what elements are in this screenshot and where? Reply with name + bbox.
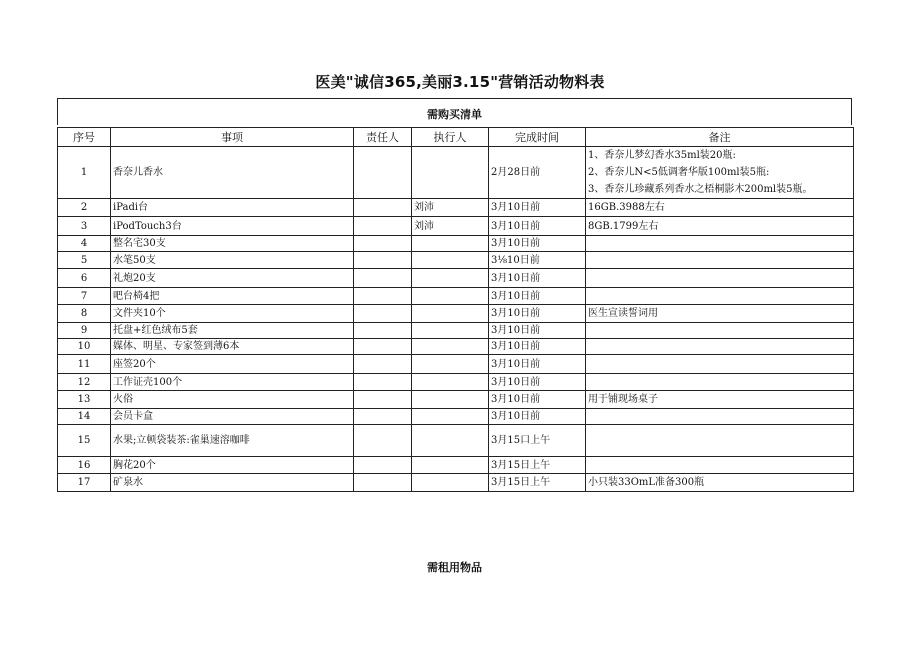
- notes-line: 2、香奈儿N<5低调奢华版100ml装5瓶:: [588, 167, 770, 178]
- row-item-cell: 会员卡盒: [111, 409, 354, 425]
- row-notes-cell: [586, 147, 854, 199]
- row-time-cell: 3月10日前: [489, 305, 586, 323]
- row-owner-cell: [354, 236, 412, 252]
- row-time-cell: 3⅛10日前: [489, 252, 586, 269]
- row-notes-cell: [586, 288, 854, 305]
- table-row: [58, 288, 854, 305]
- row-notes-cell: [586, 323, 854, 339]
- row-item-cell: iPodTouch3台: [111, 217, 354, 236]
- table-row: [58, 391, 854, 409]
- row-executor-cell: [412, 252, 489, 269]
- row-owner-cell: [354, 374, 412, 391]
- table-row: [58, 323, 854, 339]
- row-item-cell: 礼炮20支: [111, 269, 354, 288]
- row-owner-cell: [354, 474, 412, 492]
- table-header-row: [58, 128, 854, 147]
- row-item-cell: 香奈儿香水: [111, 147, 354, 199]
- table-row: [58, 217, 854, 236]
- row-time-cell: 3月10日前: [489, 409, 586, 425]
- table-row: [58, 305, 854, 323]
- row-no-cell: 10: [58, 339, 111, 355]
- row-owner-cell: [354, 252, 412, 269]
- header-notes: 备注: [586, 128, 854, 147]
- row-no-cell: 4: [58, 236, 111, 252]
- row-owner-cell: [354, 147, 412, 199]
- row-item-cell: 媒体、明星、专家签到薄6本: [111, 339, 354, 355]
- table-row: [58, 425, 854, 457]
- row-item-cell: 托盘+红色绒布5套: [111, 323, 354, 339]
- row-owner-cell: [354, 425, 412, 457]
- row-time-cell: 3月10日前: [489, 288, 586, 305]
- row-executor-cell: [412, 269, 489, 288]
- row-executor-cell: [412, 457, 489, 474]
- table-row: [58, 339, 854, 355]
- row-executor-cell: 刘沛: [412, 217, 489, 236]
- row-executor-cell: [412, 374, 489, 391]
- notes-line: 3、香奈儿珍藏系列香水之梧桐影木200ml装5瓶。: [588, 184, 813, 195]
- table-row: [58, 355, 854, 374]
- row-owner-cell: [354, 339, 412, 355]
- table-row: [58, 252, 854, 269]
- row-time-cell: 3月15日上午: [489, 474, 586, 492]
- row-notes-cell: [586, 425, 854, 457]
- row-item-cell: 整名宅30支: [111, 236, 354, 252]
- row-no-cell: 3: [58, 217, 111, 236]
- row-item-cell: 胸花20个: [111, 457, 354, 474]
- row-time-cell: 3月10日前: [489, 374, 586, 391]
- row-notes-cell: [586, 457, 854, 474]
- table-row: [58, 409, 854, 425]
- row-no-cell: 17: [58, 474, 111, 492]
- row-no-cell: 15: [58, 425, 111, 457]
- row-notes-cell: [586, 374, 854, 391]
- row-time-cell: 3月10日前: [489, 355, 586, 374]
- row-executor-cell: [412, 474, 489, 492]
- row-time-cell: 3月10日前: [489, 339, 586, 355]
- table-row: [58, 474, 854, 492]
- purchase-table: [57, 127, 854, 492]
- row-executor-cell: [412, 323, 489, 339]
- notes-line: 医生宣读誓词用: [588, 308, 658, 319]
- row-time-cell: 2月28日前: [489, 147, 586, 199]
- row-time-cell: 3月10日前: [489, 217, 586, 236]
- row-owner-cell: [354, 217, 412, 236]
- row-no-cell: 11: [58, 355, 111, 374]
- header-executor: 执行人: [412, 128, 489, 147]
- row-executor-cell: [412, 288, 489, 305]
- row-owner-cell: [354, 457, 412, 474]
- row-executor-cell: 刘沛: [412, 199, 489, 217]
- table-row: [58, 374, 854, 391]
- row-item-cell: 文件夹10个: [111, 305, 354, 323]
- row-time-cell: 3月10日前: [489, 199, 586, 217]
- row-notes-cell: [586, 355, 854, 374]
- row-time-cell: 3月10日前: [489, 236, 586, 252]
- row-no-cell: 8: [58, 305, 111, 323]
- row-no-cell: 14: [58, 409, 111, 425]
- table-row: [58, 147, 854, 199]
- row-notes-cell: [586, 339, 854, 355]
- row-owner-cell: [354, 323, 412, 339]
- row-item-cell: 水笔50支: [111, 252, 354, 269]
- row-item-cell: 火俗: [111, 391, 354, 409]
- row-no-cell: 12: [58, 374, 111, 391]
- table-row: [58, 457, 854, 474]
- row-executor-cell: [412, 236, 489, 252]
- row-owner-cell: [354, 288, 412, 305]
- row-notes-cell: [586, 252, 854, 269]
- row-no-cell: 1: [58, 147, 111, 199]
- row-executor-cell: [412, 355, 489, 374]
- row-executor-cell: [412, 425, 489, 457]
- row-time-cell: 3月10日前: [489, 269, 586, 288]
- row-no-cell: 13: [58, 391, 111, 409]
- row-owner-cell: [354, 355, 412, 374]
- row-no-cell: 2: [58, 199, 111, 217]
- notes-line: 16GB.3988左右: [588, 202, 665, 213]
- row-item-cell: 矿泉水: [111, 474, 354, 492]
- row-notes-cell: [586, 269, 854, 288]
- row-owner-cell: [354, 305, 412, 323]
- row-owner-cell: [354, 199, 412, 217]
- row-no-cell: 9: [58, 323, 111, 339]
- section-title-purchase: 需购买清单: [427, 108, 482, 121]
- row-no-cell: 5: [58, 252, 111, 269]
- notes-line: 用于铺现场桌子: [588, 394, 658, 405]
- row-time-cell: 3月10日前: [489, 323, 586, 339]
- notes-line: 8GB.1799左右: [588, 220, 659, 232]
- row-owner-cell: [354, 269, 412, 288]
- section-title-rental: 需租用物品: [427, 561, 482, 574]
- row-time-cell: 3月15口上午: [489, 425, 586, 457]
- row-notes-cell: [586, 474, 854, 492]
- row-owner-cell: [354, 391, 412, 409]
- row-notes-cell: [586, 199, 854, 217]
- row-item-cell: 水果;立顿袋装茶:雀巢速溶咖啡: [111, 425, 354, 457]
- header-owner: 责任人: [354, 128, 412, 147]
- table-row: [58, 199, 854, 217]
- row-executor-cell: [412, 339, 489, 355]
- header-no: 序号: [58, 128, 111, 147]
- row-executor-cell: [412, 147, 489, 199]
- row-executor-cell: [412, 409, 489, 425]
- header-item: 事项: [111, 128, 354, 147]
- row-item-cell: 吧台椅4把: [111, 288, 354, 305]
- document-title: 医美"诚信365,美丽3.15"营销活动物料表: [315, 73, 605, 91]
- row-no-cell: 6: [58, 269, 111, 288]
- row-notes-cell: [586, 409, 854, 425]
- header-time: 完成时间: [489, 128, 586, 147]
- row-notes-cell: [586, 391, 854, 409]
- row-notes-cell: [586, 236, 854, 252]
- row-time-cell: 3月15日上午: [489, 457, 586, 474]
- row-item-cell: 工作证壳100个: [111, 374, 354, 391]
- table-row: [58, 269, 854, 288]
- row-owner-cell: [354, 409, 412, 425]
- row-executor-cell: [412, 391, 489, 409]
- notes-line: 小只装33OmL准备300瓶: [588, 477, 705, 488]
- notes-line: 1、香奈儿梦幻香水35ml装20瓶:: [588, 150, 736, 161]
- row-executor-cell: [412, 305, 489, 323]
- row-notes-cell: [586, 217, 854, 236]
- table-row: [58, 236, 854, 252]
- row-notes-cell: [586, 305, 854, 323]
- row-item-cell: 座签20个: [111, 355, 354, 374]
- row-time-cell: 3月10日前: [489, 391, 586, 409]
- row-no-cell: 7: [58, 288, 111, 305]
- row-item-cell: iPadi台: [111, 199, 354, 217]
- row-no-cell: 16: [58, 457, 111, 474]
